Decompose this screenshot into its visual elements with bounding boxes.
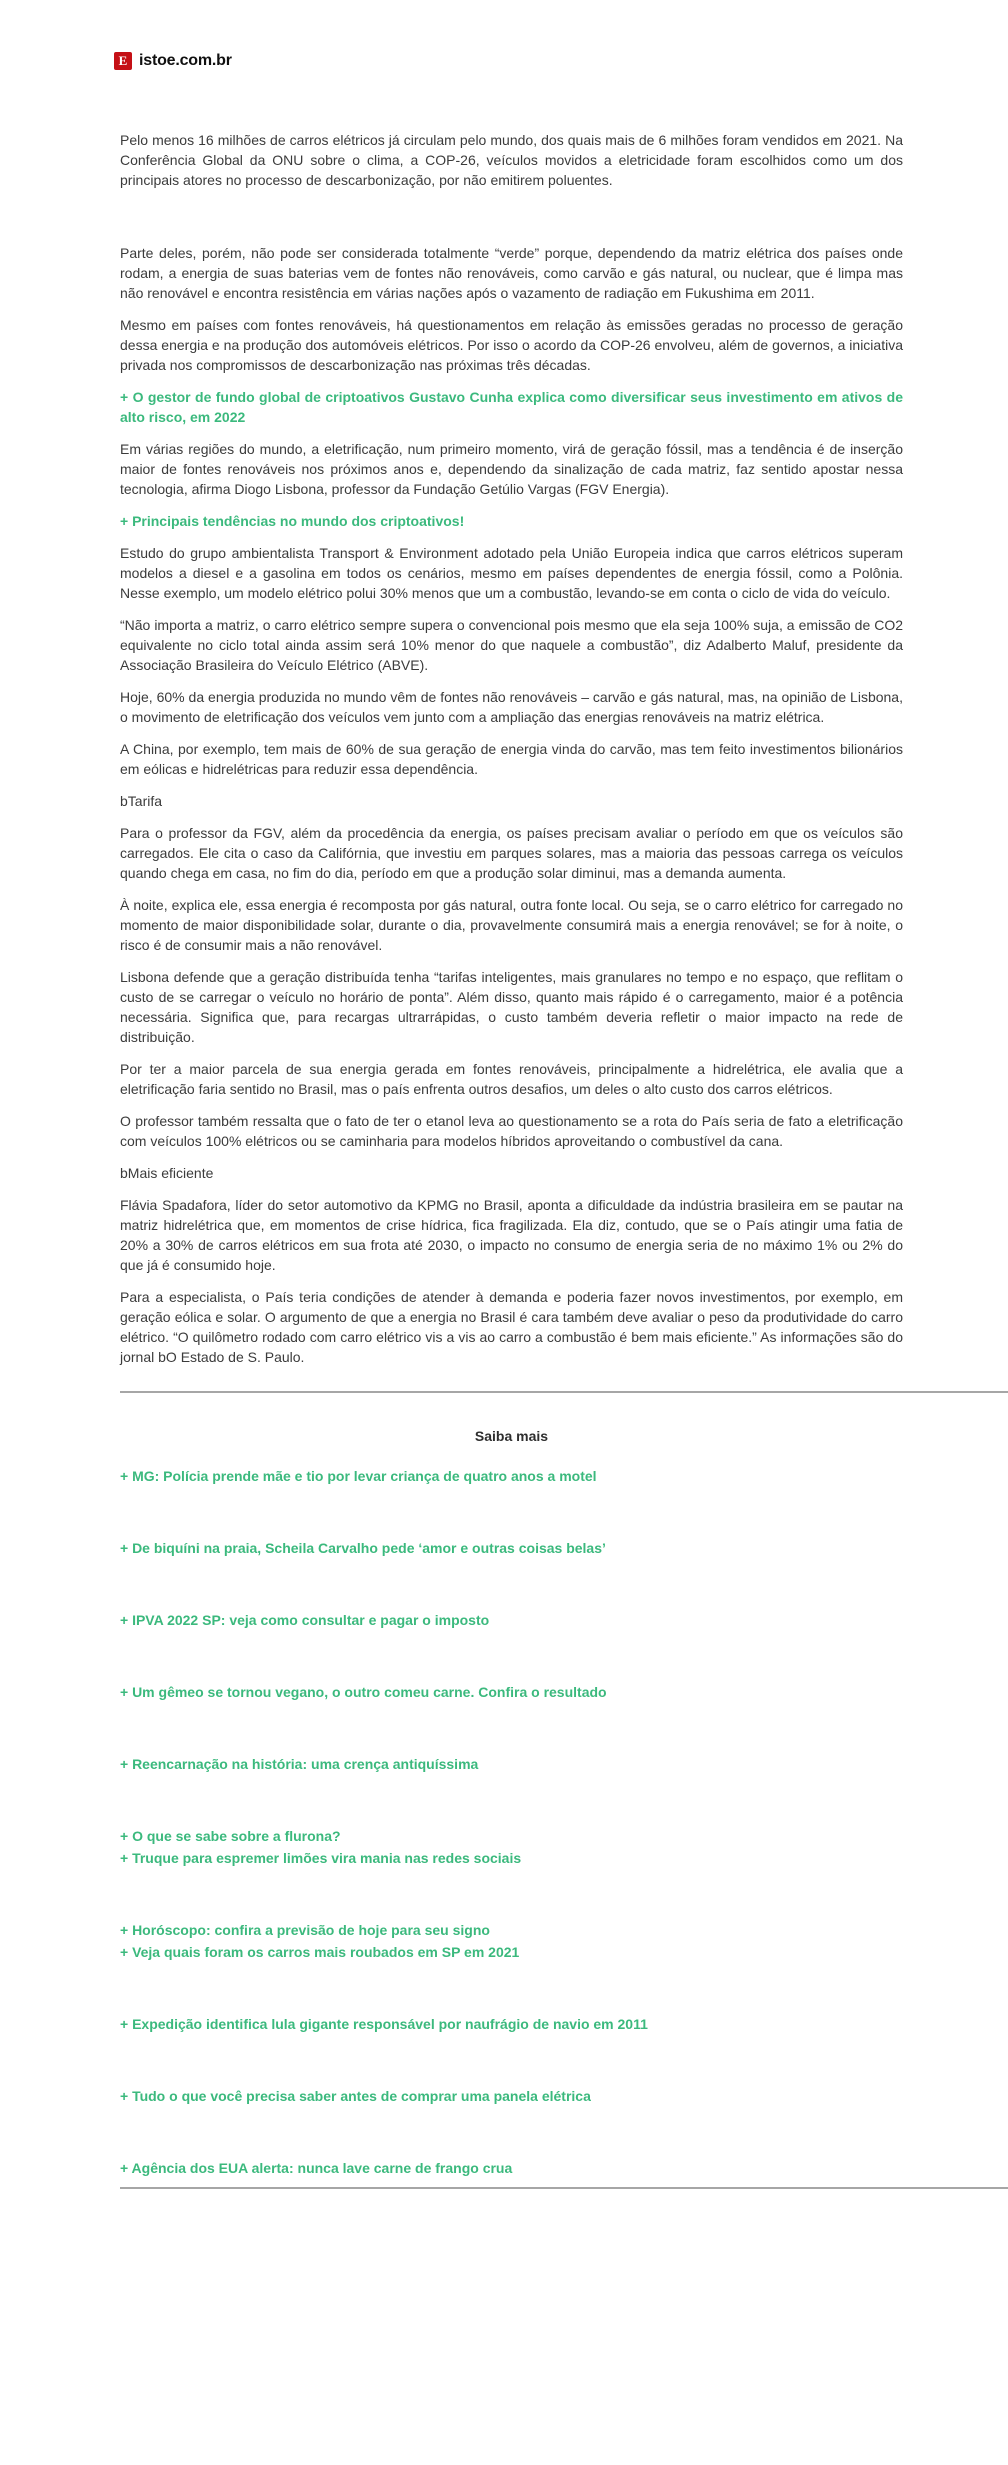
- article-subheading: bMais eficiente: [120, 1165, 214, 1181]
- site-domain: istoe.com.br: [139, 52, 232, 69]
- article-paragraph: À noite, explica ele, essa energia é recomposta por gás natural, outra fonte local. Ou seja, se o carro elétrico for carregado no momento de maior disponibilidade solar, durante o dia, provavelmente consumirá mais a energia renovável; se for à noite, o risco é de consumir mais a não renovável.: [120, 897, 903, 953]
- article-paragraph: Estudo do grupo ambientalista Transport & Environment adotado pela União Europeia indica que carros elétricos superam modelos a diesel e a gasolina em todos os cenários, mesmo em países dependentes de energia fóssil, como a Polônia. Nesse exemplo, um modelo elétrico polui 30% menos que um a combustão, levando-se em conta o ciclo de vida do veículo.: [120, 545, 903, 601]
- related-link[interactable]: + Expedição identifica lula gigante responsável por naufrágio de navio em 2011: [120, 2016, 648, 2032]
- inline-related-link[interactable]: + Principais tendências no mundo dos criptoativos!: [120, 513, 465, 529]
- related-link[interactable]: + IPVA 2022 SP: veja como consultar e pagar o imposto: [120, 1612, 490, 1628]
- article-paragraph: Por ter a maior parcela de sua energia gerada em fontes renováveis, principalmente a hidrelétrica, ele avalia que a eletrificação faria sentido no Brasil, mas o país enfrenta outros desafios, um deles o alto custo dos carros elétricos.: [120, 1061, 903, 1097]
- related-link[interactable]: + Truque para espremer limões vira mania nas redes sociais: [120, 1850, 522, 1866]
- content-divider: [120, 1391, 1008, 1393]
- article-page: [0, 52, 1008, 2465]
- related-link[interactable]: + Um gêmeo se tornou vegano, o outro comeu carne. Confira o resultado: [120, 1684, 607, 1700]
- article-paragraph: Flávia Spadafora, líder do setor automotivo da KPMG no Brasil, aponta a dificuldade da indústria brasileira em se pautar na matriz hidrelétrica que, em momentos de crise hídrica, fica fragilizada. Ela diz, contudo, que se o País atingir uma fatia de 20% a 30% de carros elétricos em sua frota até 2030, o impacto no consumo de energia seria de no máximo 1% ou 2% do que já é consumido hoje.: [120, 1197, 903, 1273]
- article-paragraph: Mesmo em países com fontes renováveis, há questionamentos em relação às emissões geradas no processo de geração dessa energia e na produção dos automóveis elétricos. Por isso o acordo da COP-26 envolveu, além de governos, a iniciativa privada nos compromissos de descarbonização nas próximas três décadas.: [120, 317, 903, 373]
- article-paragraph: Para a especialista, o País teria condições de atender à demanda e poderia fazer novos investimentos, por exemplo, em geração eólica e solar. O argumento de que a energia no Brasil é cara também deve avaliar o peso da produtividade do carro elétrico. “O quilômetro rodado com carro elétrico vis a vis ao carro a combustão é bem mais eficiente.” As informações são do jornal bO Estado de S. Paulo.: [120, 1289, 903, 1365]
- article-paragraph: Pelo menos 16 milhões de carros elétricos já circulam pelo mundo, dos quais mais de 6 milhões foram vendidos em 2021. Na Conferência Global da ONU sobre o clima, a COP-26, veículos movidos a eletricidade foram escolhidos como um dos principais atores no processo de descarbonização, por não emitirem poluentes.: [120, 132, 903, 188]
- article-paragraph: Em várias regiões do mundo, a eletrificação, num primeiro momento, virá de geração fóssil, mas a tendência é de inserção maior de fontes renováveis nos próximos anos e, dependendo da sinalização de cada matriz, faz sentido apostar nessa tecnologia, afirma Diogo Lisbona, professor da Fundação Getúlio Vargas (FGV Energia).: [120, 441, 903, 497]
- saiba-mais-title: Saiba mais: [474, 1428, 549, 1444]
- related-link[interactable]: + Agência dos EUA alerta: nunca lave carne de frango crua: [120, 2160, 513, 2176]
- related-link[interactable]: + O que se sabe sobre a flurona?: [120, 1828, 341, 1844]
- article-paragraph: “Não importa a matriz, o carro elétrico sempre supera o convencional pois mesmo que ela seja 100% suja, a emissão de CO2 equivalente no ciclo total ainda assim será 10% menor do que naquele a combustão”, diz Adalberto Maluf, presidente da Associação Brasileira do Veículo Elétrico (ABVE).: [120, 617, 903, 673]
- site-header[interactable]: [114, 52, 1008, 70]
- article-paragraph: Parte deles, porém, não pode ser considerada totalmente “verde” porque, dependendo da matriz elétrica dos países onde rodam, a energia de suas baterias vem de fontes não renováveis, como carvão e gás natural, ou nuclear, que é limpa mas não renovável e encontra resistência em várias nações após o vazamento de radiação em Fukushima em 2011.: [120, 245, 903, 301]
- istoe-logo-icon: E: [114, 52, 132, 70]
- article-subheading: bTarifa: [120, 793, 163, 809]
- article-paragraph: Hoje, 60% da energia produzida no mundo vêm de fontes não renováveis – carvão e gás natural, mas, na opinião de Lisbona, o movimento de eletrificação dos veículos vem junto com a ampliação das energias renováveis na matriz elétrica.: [120, 689, 903, 725]
- article-body: [120, 130, 903, 1367]
- related-link[interactable]: + Horóscopo: confira a previsão de hoje para seu signo: [120, 1922, 490, 1938]
- related-link[interactable]: + Veja quais foram os carros mais roubados em SP em 2021: [120, 1944, 520, 1960]
- related-link[interactable]: + Reencarnação na história: uma crença antiquíssima: [120, 1756, 479, 1772]
- related-link[interactable]: + Tudo o que você precisa saber antes de comprar uma panela elétrica: [120, 2088, 591, 2104]
- related-links-list: [120, 1465, 903, 2179]
- article-paragraph: Lisbona defende que a geração distribuída tenha “tarifas inteligentes, mais granulares no tempo e no espaço, que reflitam o custo de se carregar o veículo no horário de ponta”. Além disso, quanto mais rápido é o carregamento, maior é a potência necessária. Significa que, para recargas ultrarrápidas, o custo também deveria refletir o maior impacto na rede de distribuição.: [120, 969, 903, 1045]
- content-divider: [120, 2187, 1008, 2189]
- article-paragraph: Para o professor da FGV, além da procedência da energia, os países precisam avaliar o período em que os veículos são carregados. Ele cita o caso da Califórnia, que investiu em parques solares, mas a maioria das pessoas carrega os veículos quando chega em casa, no fim do dia, período em que a produção solar diminui, mas a demanda aumenta.: [120, 825, 903, 881]
- article-paragraph: O professor também ressalta que o fato de ter o etanol leva ao questionamento se a rota do País seria de fato a eletrificação com veículos 100% elétricos ou se caminharia para modelos híbridos aproveitando o combustível da cana.: [120, 1113, 903, 1149]
- related-link[interactable]: + De biquíni na praia, Scheila Carvalho pede ‘amor e outras coisas belas’: [120, 1540, 606, 1556]
- related-link[interactable]: + MG: Polícia prende mãe e tio por levar criança de quatro anos a motel: [120, 1468, 597, 1484]
- inline-related-link[interactable]: + O gestor de fundo global de criptoativos Gustavo Cunha explica como diversificar seus investimento em ativos de alto risco, em 2022: [120, 389, 903, 425]
- article-paragraph: A China, por exemplo, tem mais de 60% de sua geração de energia vinda do carvão, mas tem feito investimentos bilionários em eólicas e hidrelétricas para reduzir essa dependência.: [120, 741, 903, 777]
